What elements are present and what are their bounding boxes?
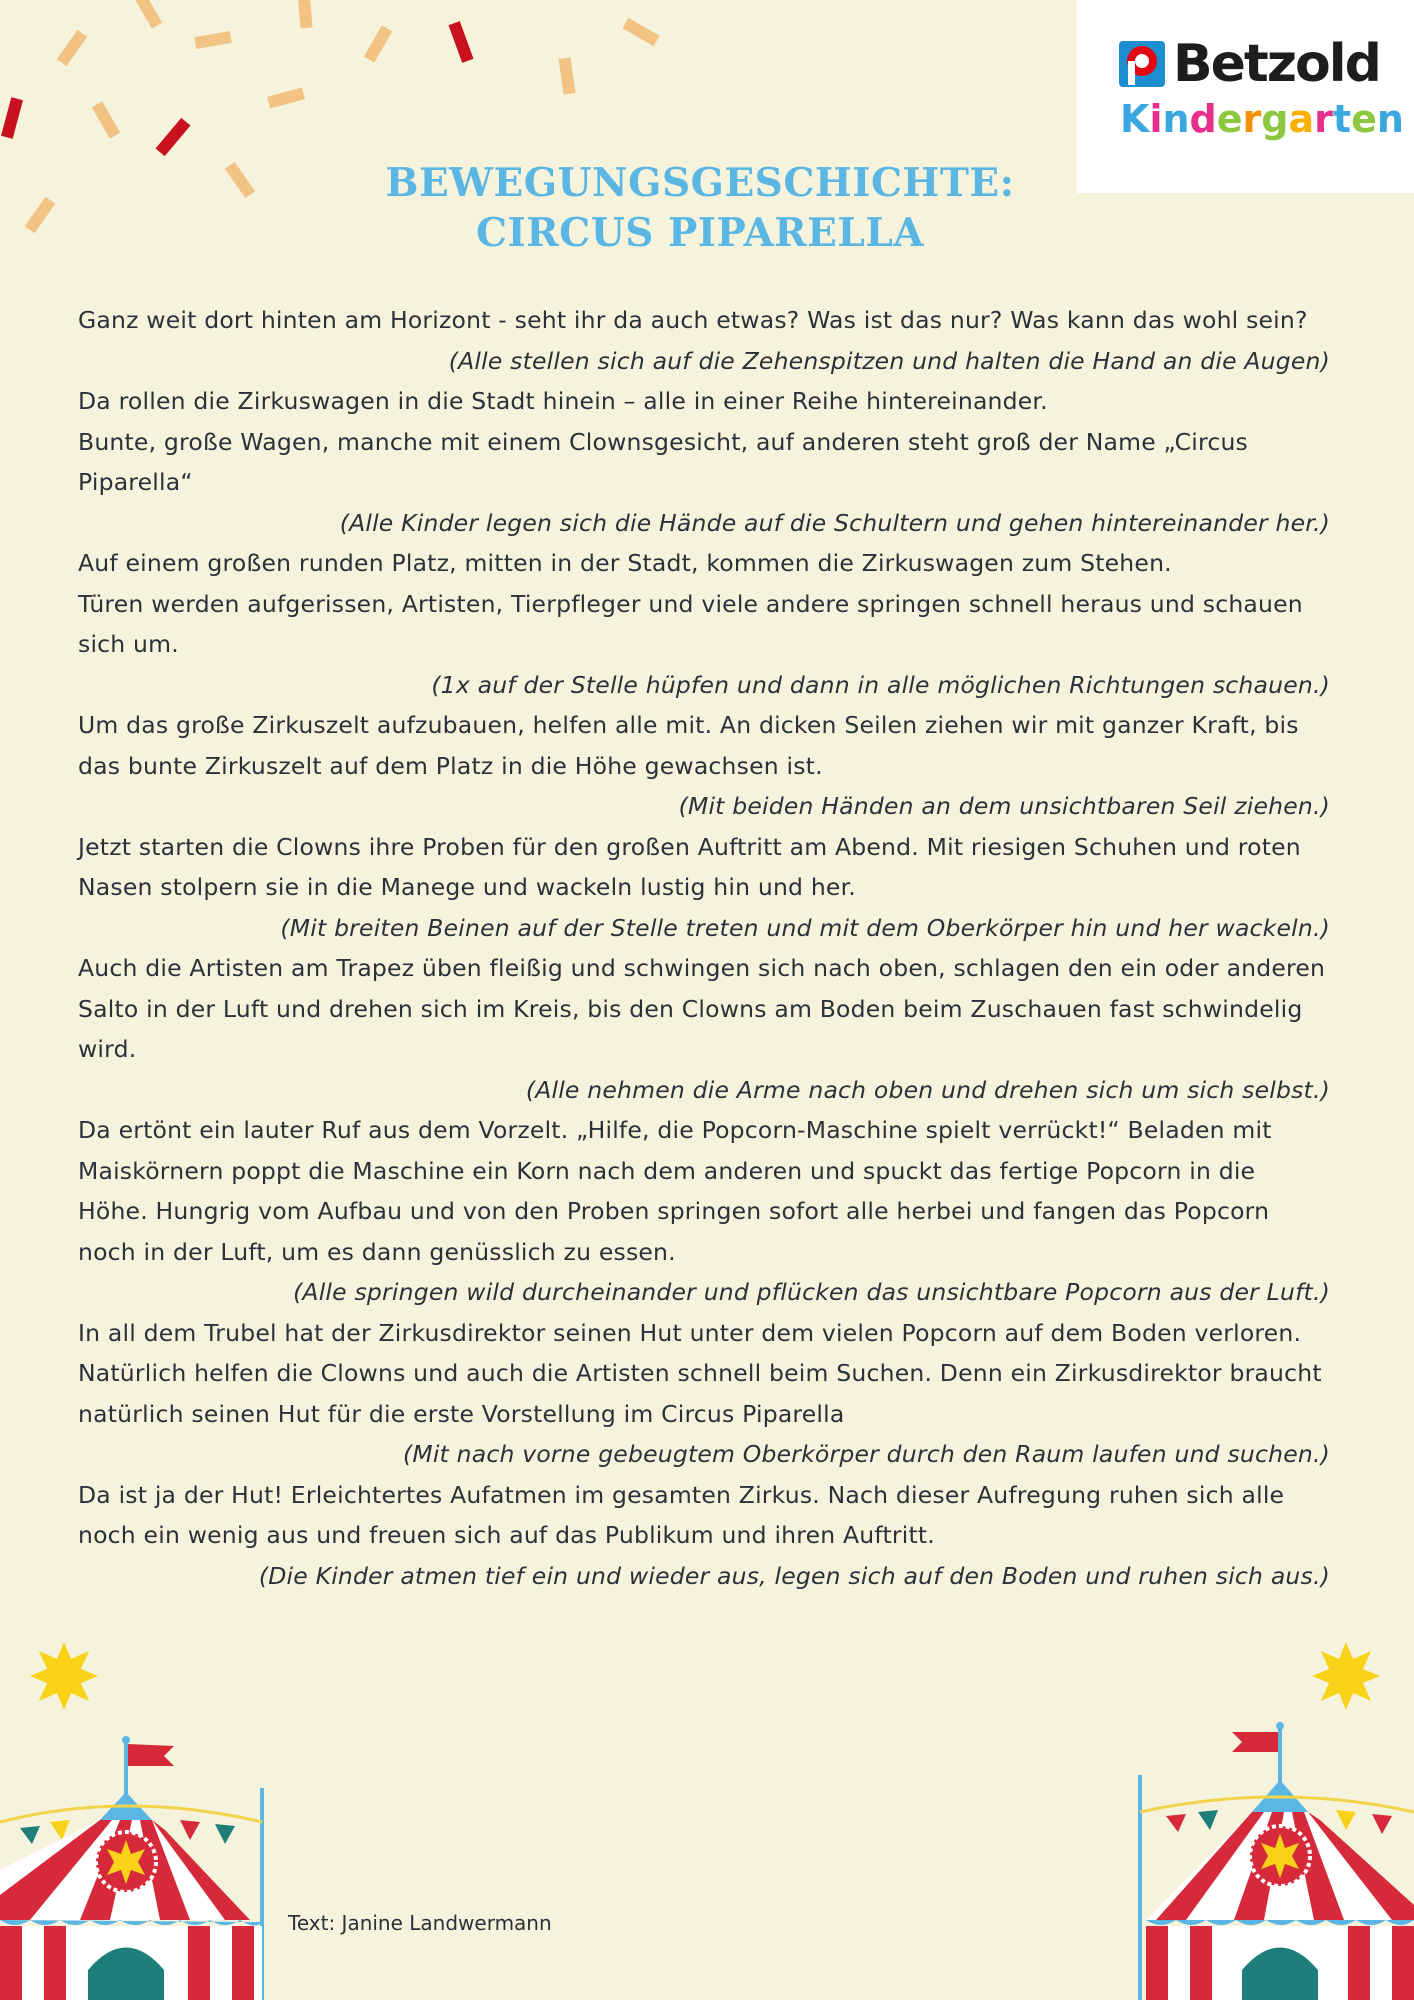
movement-instruction: (Die Kinder atmen tief ein und wieder aus, legen sich auf den Boden und ruhen sich aus.): [258, 1561, 1330, 1590]
logo-brand: [1119, 34, 1380, 94]
confetti-piece: [449, 21, 474, 63]
story-paragraph: Da rollen die Zirkuswagen in die Stadt hinein – alle in einer Reihe hintereinander.: [78, 387, 1048, 415]
story-paragraph: Bunte, große Wagen, manche mit einem Clownsgesicht, auf anderen steht groß der Name „Circus Piparella“: [78, 427, 1248, 496]
circus-tent-right-icon: [1136, 1720, 1414, 2000]
movement-instruction: (Mit breiten Beinen auf der Stelle treten und mit dem Oberkörper hin und her wackeln.): [280, 913, 1330, 942]
logo-letter: e: [1216, 97, 1243, 141]
confetti-piece: [225, 162, 255, 198]
logo-kindergarten: [1120, 97, 1404, 141]
movement-instruction: (Alle stellen sich auf die Zehenspitzen und halten die Hand an die Augen): [448, 346, 1330, 375]
logo-letter: i: [1149, 97, 1163, 141]
confetti-piece: [297, 0, 312, 28]
logo-letter: r: [1242, 97, 1262, 141]
movement-instruction: (Mit nach vorne gebeugtem Oberkörper durch den Raum laufen und suchen.): [402, 1440, 1330, 1468]
movement-instruction: (Alle nehmen die Arme nach oben und drehen sich um sich selbst.): [525, 1075, 1330, 1104]
confetti-piece: [194, 31, 232, 49]
author-credit: Text: Janine Landwermann: [288, 1911, 552, 1935]
story-paragraph: Auf einem großen runden Platz, mitten in der Stadt, kommen die Zirkuswagen zum Stehen.: [78, 549, 1172, 577]
confetti-piece: [559, 57, 576, 94]
logo-letter: r: [1314, 97, 1333, 141]
title-line-2: CIRCUS PIPARELLA: [475, 210, 925, 256]
movement-instruction: (Mit beiden Händen an dem unsichtbaren Seil ziehen.): [678, 792, 1330, 820]
confetti-piece: [92, 101, 120, 138]
story-paragraph: Ganz weit dort hinten am Horizont - seht ihr da auch etwas? Was ist das nur? Was kann das wohl sein?: [78, 306, 1308, 334]
movement-instruction: (Alle Kinder legen sich die Hände auf die Schultern und gehen hintereinander her.): [339, 508, 1330, 537]
story-body: [78, 300, 1330, 1596]
confetti-piece: [134, 0, 162, 29]
circus-tent-left-icon: [0, 1730, 270, 2000]
confetti-piece: [156, 118, 191, 156]
story-paragraph: Auch die Artisten am Trapez üben fleißig und schwingen sich nach oben, schlagen den ein oder anderen Salto in der Luft und drehen sich im Kreis, bis den Clowns am Boden beim Zuschauen fast schwindelig wird.: [78, 954, 1326, 1063]
betzold-logo: [1077, 0, 1414, 193]
story-paragraph: Türen werden aufgerissen, Artisten, Tierpfleger und viele andere springen schnell heraus und schauen sich um.: [78, 589, 1303, 658]
title-line-1: BEWEGUNGSGESCHICHTE:: [385, 160, 1015, 206]
confetti-piece: [622, 18, 659, 46]
story-paragraph: Um das große Zirkuszelt aufzubauen, helfen alle mit. An dicken Seilen ziehen wir mit ganzer Kraft, bis das bunte Zirkuszelt auf dem Platz in die Höhe gewachsen ist.: [78, 711, 1299, 780]
star-icon: [1310, 1640, 1382, 1712]
page-title: [300, 158, 1100, 258]
confetti-piece: [267, 88, 305, 109]
star-icon: [28, 1640, 100, 1712]
story-paragraph: Jetzt starten die Clowns ihre Proben für den großen Auftritt am Abend. Mit riesigen Schuhen und roten Nasen stolpern sie in die Manege und wackeln lustig hin und her.: [78, 832, 1301, 901]
betzold-mark-icon: [1119, 39, 1169, 89]
logo-letter: g: [1261, 97, 1289, 141]
confetti-piece: [25, 197, 55, 233]
confetti-piece: [57, 30, 87, 66]
logo-letter: K: [1120, 97, 1150, 141]
logo-letter: n: [1162, 97, 1190, 141]
logo-letter: a: [1288, 97, 1315, 141]
confetti-piece: [364, 25, 392, 62]
movement-instruction: (1x auf der Stelle hüpfen und dann in alle möglichen Richtungen schauen.): [431, 670, 1330, 699]
logo-letter: n: [1376, 97, 1404, 141]
logo-letter: d: [1189, 97, 1217, 141]
logo-letter: t: [1332, 97, 1352, 141]
story-paragraph: Da ertönt ein lauter Ruf aus dem Vorzelt. „Hilfe, die Popcorn-Maschine spielt verrückt!“ Beladen mit Maiskörnern poppt die Maschine ein Korn nach dem anderen und spuckt das fertige Popcorn in die Höhe. Hungrig vom Aufbau und von den Proben springen sofort alle herbei und fangen das Popcorn noch in der Luft, um es dann genüsslich zu essen.: [78, 1116, 1272, 1266]
movement-instruction: (Alle springen wild durcheinander und pflücken das unsichtbare Popcorn aus der Luft.): [293, 1278, 1330, 1306]
logo-letter: e: [1351, 97, 1377, 141]
story-paragraph: Da ist ja der Hut! Erleichtertes Aufatmen im gesamten Zirkus. Nach dieser Aufregung ruhen sich alle noch ein wenig aus und freuen sich auf das Publikum und ihren Auftritt.: [78, 1480, 1285, 1549]
confetti-piece: [1, 97, 23, 139]
story-paragraph: In all dem Trubel hat der Zirkusdirektor seinen Hut unter dem vielen Popcorn auf dem Boden verloren. Natürlich helfen die Clowns und auch die Artisten schnell beim Suchen. Denn ein Zirkusdirektor braucht natürlich seinen Hut für die erste Vorstellung im Circus Piparella: [78, 1318, 1322, 1428]
logo-wordmark: Betzold: [1173, 34, 1380, 94]
